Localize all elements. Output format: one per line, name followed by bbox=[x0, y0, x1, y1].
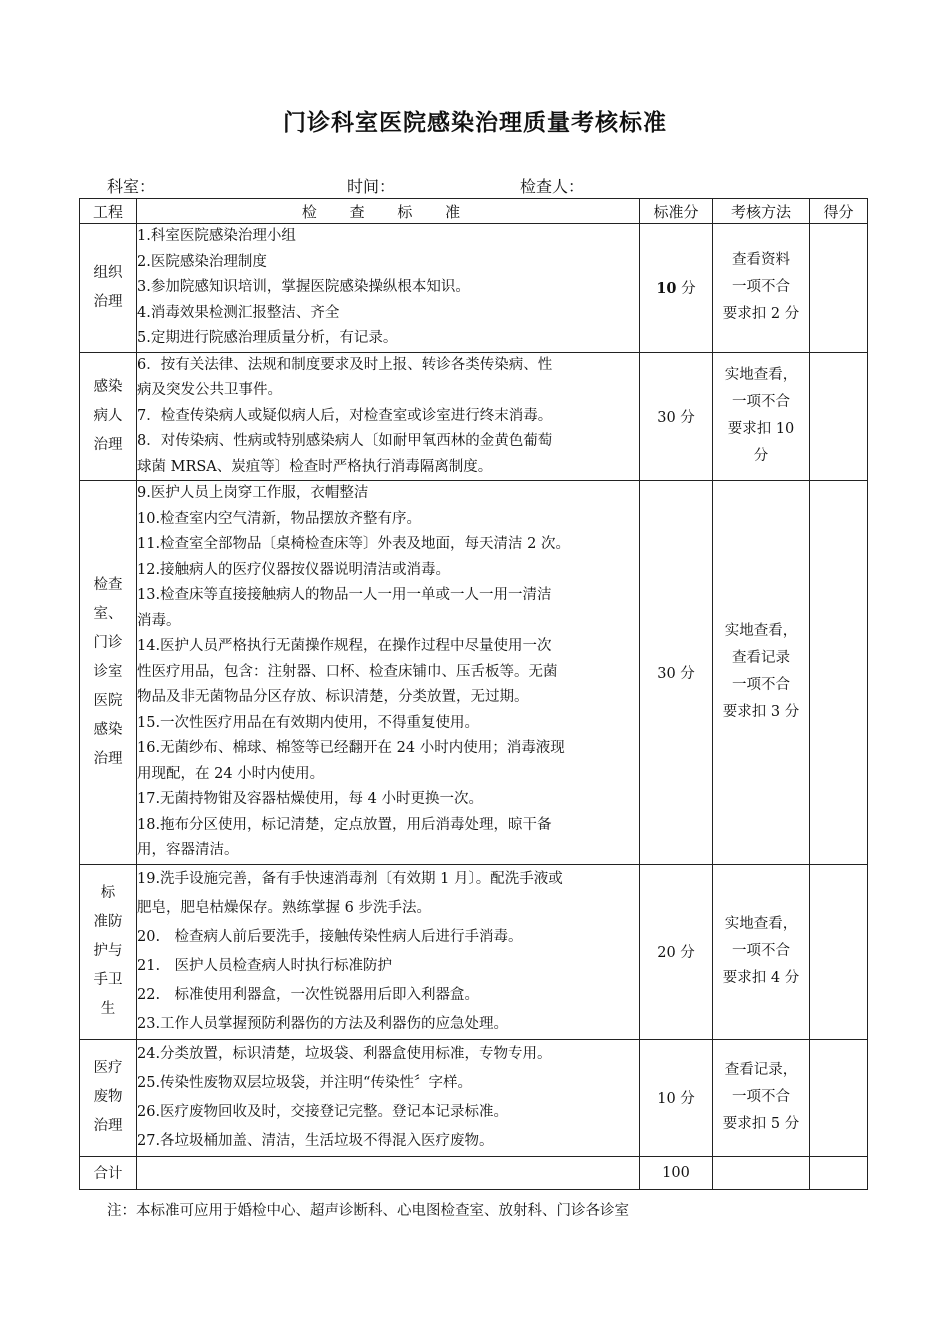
category-line: 治理 bbox=[93, 293, 123, 310]
criteria-item: 21. 医护人员检查病人时执行标准防护 bbox=[137, 957, 393, 974]
category-line: 感染 bbox=[93, 721, 123, 738]
criteria-item: 24.分类放置，标识清楚，垃圾袋、利器盒使用标准，专物专用。 bbox=[137, 1045, 552, 1062]
criteria-item: 消毒。 bbox=[137, 612, 181, 629]
criteria-item: 12.接触病人的医疗仪器按仪器说明清洁或消毒。 bbox=[137, 561, 451, 578]
method-line: 查看记录， bbox=[724, 1062, 798, 1078]
method-line: 实地查看， bbox=[724, 623, 798, 640]
table-row bbox=[80, 352, 868, 481]
category-line: 准防 bbox=[93, 914, 123, 930]
criteria-item: 15.一次性医疗用品在有效期内使用，不得重复使用。 bbox=[137, 714, 480, 731]
document-title: 门诊科室医院感染治理质量考核标准 bbox=[283, 110, 667, 136]
criteria-item: 3.参加院感知识培训，掌握医院感染操纵根本知识。 bbox=[137, 279, 470, 295]
method-line: 实地查看， bbox=[724, 367, 798, 384]
criteria-item: 17.无菌持物钳及容器枯燥使用，每 4 小时更换一次。 bbox=[137, 791, 484, 807]
method-line: 实地查看， bbox=[724, 916, 798, 932]
category-cell bbox=[80, 1039, 137, 1156]
standard-score-unit: 分 bbox=[676, 281, 696, 298]
category-line: 医疗 bbox=[93, 1060, 123, 1076]
standard-score-number: 10 bbox=[656, 280, 677, 298]
header-score: 得分 bbox=[810, 199, 868, 224]
header-standard-score: 标准分 bbox=[640, 199, 713, 224]
criteria-item: 26.医疗废物回收及时，交接登记完整。登记本记录标准。 bbox=[137, 1103, 509, 1120]
criteria-item: 用现配，在 24 小时内使用。 bbox=[137, 765, 325, 782]
criteria-item: 性医疗用品，包含：注射器、口杯、检查床铺巾、压舌板等。无菌 bbox=[137, 663, 558, 680]
standard-score-cell: 30 分 bbox=[640, 481, 713, 865]
score-input-cell[interactable] bbox=[810, 352, 868, 481]
method-line: 一项不合 bbox=[732, 279, 790, 296]
category-line: 诊室 bbox=[93, 663, 123, 680]
criteria-item: 11.检查室全部物品〔桌椅检查床等〕外表及地面，每天清洁 2 次。 bbox=[137, 536, 571, 552]
category-line: 室、 bbox=[93, 605, 123, 622]
category-cell bbox=[80, 864, 137, 1039]
criteria-item: 1.科室医院感染治理小组 bbox=[137, 228, 296, 244]
method-line: 要求扣 5 分 bbox=[722, 1116, 800, 1132]
method-line: 查看记录 bbox=[732, 650, 790, 667]
criteria-item: 球菌 MRSA、炭疽等〕检查时严格执行消毒隔离制度。 bbox=[137, 458, 493, 475]
method-line: 分 bbox=[753, 448, 769, 465]
table-header-row bbox=[80, 199, 868, 224]
total-value: 100 bbox=[640, 1156, 713, 1189]
criteria-item: 7．检查传染病人或疑似病人后，对检查室或诊室进行终末消毒。 bbox=[137, 407, 553, 424]
method-line: 要求扣 10 bbox=[727, 421, 795, 438]
standard-score-cell: 20 分 bbox=[640, 864, 713, 1039]
department-label: 科室： bbox=[107, 177, 156, 196]
footnote: 注：本标准可应用于婚检中心、超声诊断科、心电图检查室、放射科、门诊各诊室 bbox=[107, 1203, 629, 1219]
criteria-item: 13.检查床等直接接触病人的物品一人一用一单或一人一用一清洁 bbox=[137, 587, 552, 603]
criteria-item: 27.各垃圾桶加盖、清洁，生活垃圾不得混入医疗废物。 bbox=[137, 1132, 494, 1149]
criteria-item: 8．对传染病、性病或特别感染病人〔如耐甲氧西林的金黄色葡萄 bbox=[137, 433, 553, 449]
category-line: 治理 bbox=[93, 436, 123, 453]
table-row bbox=[80, 481, 868, 865]
score-input-cell[interactable] bbox=[810, 1039, 868, 1156]
category-line: 组织 bbox=[93, 264, 123, 281]
criteria-cell bbox=[137, 224, 640, 353]
method-line: 要求扣 3 分 bbox=[722, 704, 800, 721]
method-cell bbox=[713, 864, 810, 1039]
criteria-item: 5.定期进行院感治理质量分析，有记录。 bbox=[137, 330, 398, 346]
criteria-item: 2.医院感染治理制度 bbox=[137, 253, 267, 270]
total-criteria-empty bbox=[137, 1156, 640, 1189]
method-cell bbox=[713, 481, 810, 865]
standard-score-cell: 30 分 bbox=[640, 352, 713, 481]
criteria-item: 肥皂，肥皂枯燥保存。熟练掌握 6 步洗手法。 bbox=[137, 899, 431, 916]
method-line: 一项不合 bbox=[732, 1089, 790, 1105]
total-label: 合计 bbox=[80, 1156, 137, 1189]
criteria-item: 9.医护人员上岗穿工作服，衣帽整洁 bbox=[137, 485, 369, 501]
category-cell bbox=[80, 481, 137, 865]
table-row bbox=[80, 864, 868, 1039]
criteria-cell bbox=[137, 481, 640, 865]
criteria-item: 病及突发公共卫事件。 bbox=[137, 382, 282, 398]
standard-score-cell: 10 分 bbox=[640, 1039, 713, 1156]
score-input-cell[interactable] bbox=[810, 481, 868, 865]
criteria-item: 6．按有关法律、法规和制度要求及时上报、转诊各类传染病、性 bbox=[137, 356, 553, 373]
criteria-item: 物品及非无菌物品分区存放、标识清楚，分类放置，无过期。 bbox=[137, 689, 529, 705]
header-criteria: 检 查 标 准 bbox=[137, 199, 640, 224]
method-cell bbox=[713, 1039, 810, 1156]
inspector-label: 检查人： bbox=[520, 177, 585, 196]
header-project: 工程 bbox=[80, 199, 137, 224]
criteria-item: 14.医护人员严格执行无菌操作规程，在操作过程中尽量使用一次 bbox=[137, 638, 552, 654]
assessment-table bbox=[79, 198, 868, 1190]
table-row bbox=[80, 1039, 868, 1156]
category-cell bbox=[80, 224, 137, 353]
category-line: 手卫 bbox=[93, 972, 123, 988]
category-line: 治理 bbox=[93, 1118, 123, 1134]
total-row bbox=[80, 1156, 868, 1189]
criteria-item: 18.拖布分区使用，标记清楚，定点放置，用后消毒处理，晾干备 bbox=[137, 816, 552, 833]
category-line: 医院 bbox=[93, 692, 123, 709]
method-cell bbox=[713, 352, 810, 481]
criteria-cell bbox=[137, 352, 640, 481]
header-method: 考核方法 bbox=[713, 199, 810, 224]
method-cell bbox=[713, 224, 810, 353]
category-line: 废物 bbox=[93, 1089, 123, 1105]
score-input-cell[interactable] bbox=[810, 224, 868, 353]
method-line: 查看资料 bbox=[732, 252, 790, 269]
criteria-item: 10.检查室内空气清新，物品摆放齐整有序。 bbox=[137, 510, 422, 527]
total-method-empty bbox=[713, 1156, 810, 1189]
category-cell bbox=[80, 352, 137, 481]
standard-score-cell bbox=[640, 224, 713, 353]
table-row bbox=[80, 224, 868, 353]
category-line: 治理 bbox=[93, 750, 123, 767]
category-line: 病人 bbox=[93, 407, 123, 424]
criteria-item: 25.传染性废物双层垃圾袋，并注明“传染性〞字样。 bbox=[137, 1074, 472, 1091]
time-label: 时间： bbox=[347, 177, 396, 196]
criteria-cell bbox=[137, 1039, 640, 1156]
criteria-item: 用，容器清洁。 bbox=[137, 842, 239, 858]
criteria-item: 4.消毒效果检测汇报整洁、齐全 bbox=[137, 304, 340, 321]
category-line: 生 bbox=[100, 1001, 116, 1017]
total-score-input-cell[interactable] bbox=[810, 1156, 868, 1189]
method-line: 一项不合 bbox=[732, 943, 790, 959]
category-line: 检查 bbox=[93, 576, 123, 593]
method-line: 要求扣 2 分 bbox=[722, 306, 800, 323]
criteria-item: 19.洗手设施完善，备有手快速消毒剂〔有效期 1 月〕。配洗手液或 bbox=[137, 870, 563, 887]
criteria-cell bbox=[137, 864, 640, 1039]
score-input-cell[interactable] bbox=[810, 864, 868, 1039]
category-line: 感染 bbox=[93, 378, 123, 395]
method-line: 要求扣 4 分 bbox=[722, 970, 800, 986]
criteria-item: 16.无菌纱布、棉球、棉签等已经翻开在 24 小时内使用；消毒液现 bbox=[137, 740, 565, 756]
criteria-item: 22. 标准使用利器盒，一次性锐器用后即入利器盒。 bbox=[137, 986, 480, 1003]
category-line: 标 bbox=[100, 885, 116, 901]
criteria-item: 23.工作人员掌握预防利器伤的方法及利器伤的应急处理。 bbox=[137, 1015, 509, 1032]
category-line: 护与 bbox=[93, 943, 123, 959]
method-line: 一项不合 bbox=[732, 677, 790, 694]
method-line: 一项不合 bbox=[732, 394, 790, 411]
criteria-item: 20. 检查病人前后要洗手，接触传染性病人后进行手消毒。 bbox=[137, 928, 523, 945]
category-line: 门诊 bbox=[93, 634, 123, 651]
